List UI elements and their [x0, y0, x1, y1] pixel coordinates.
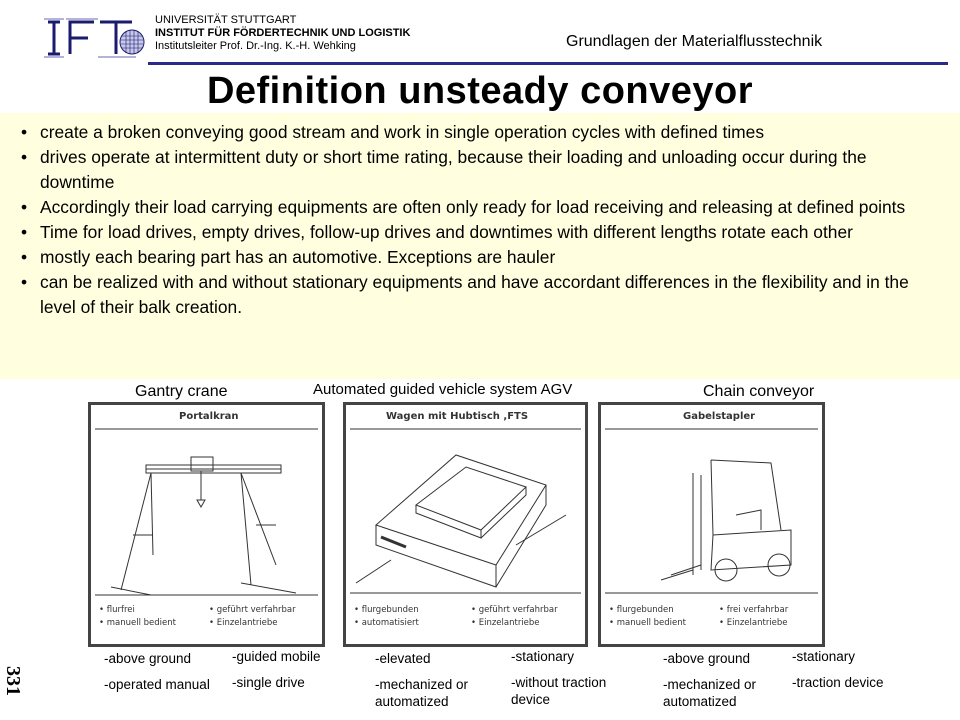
- notes-agv-left: -elevated -mechanized or automatized: [375, 651, 469, 709]
- bullet-icon: •: [21, 197, 28, 217]
- panel-title: Wagen mit Hubtisch ,FTS: [386, 411, 529, 422]
- feature-list-right: • geführt verfahrbar • Einzelantriebe: [471, 605, 558, 628]
- bullet-icon: •: [21, 247, 28, 267]
- institute-name: INSTITUT FÜR FÖRDERTECHNIK UND LOGISTIK: [155, 27, 411, 39]
- bullet-icon: •: [21, 272, 28, 292]
- caption-agv: Automated guided vehicle system AGV: [313, 381, 573, 398]
- bullet-item: • Accordingly their load carrying equipments are often only ready for load receiving and releasing at defined points: [0, 195, 960, 220]
- feature-list-right: • frei verfahrbar • Einzelantriebe: [719, 605, 789, 628]
- caption-chain-conveyor: Chain conveyor: [703, 383, 815, 400]
- feature-list-left: • flurfrei • manuell bedient: [99, 605, 176, 628]
- bullet-list: [0, 113, 960, 320]
- ift-logo: [40, 16, 148, 60]
- page-number: 331: [2, 666, 24, 696]
- course-title: Grundlagen der Materialflusstechnik: [566, 33, 823, 50]
- bullet-item: • create a broken conveying good stream and work in single operation cycles with defined times: [0, 120, 960, 145]
- notes-agv-right: -stationary -without traction device: [511, 649, 607, 707]
- bullet-icon: •: [21, 147, 28, 167]
- notes-chain-left: -above ground -mechanized or automatized: [663, 651, 757, 709]
- bullet-item: • Time for load drives, empty drives, follow-up drives and downtimes with different lengths rotate each other: [0, 220, 960, 245]
- gantry-crane-panel: [88, 402, 325, 647]
- definition-box: [0, 113, 960, 379]
- agv-panel: [343, 402, 588, 647]
- bullet-item: • can be realized with and without stationary equipments and have accordant differences in the flexibility and in the level of their balk creation.: [21, 272, 909, 317]
- notes-gantry-right: -guided mobile -single drive: [232, 649, 321, 690]
- notes-chain-right: -stationary -traction device: [792, 649, 884, 690]
- institute-head: Institutsleiter Prof. Dr.-Ing. K.-H. Wehking: [155, 40, 356, 52]
- panel-title: Gabelstapler: [683, 411, 756, 422]
- panel-title: Portalkran: [179, 411, 239, 422]
- caption-gantry-crane: Gantry crane: [135, 383, 228, 400]
- bullet-item: • mostly each bearing part has an automotive. Exceptions are hauler: [0, 245, 960, 270]
- institute-header: [155, 14, 410, 53]
- feature-list-left: • flurgebunden • manuell bedient: [609, 605, 686, 628]
- forklift-panel: [598, 402, 825, 647]
- bullet-icon: •: [21, 122, 28, 142]
- feature-list-left: • flurgebunden • automatisiert: [354, 605, 419, 628]
- bullet-item: • drives operate at intermittent duty or short time rating, because their loading and unloading occur during the downtime: [21, 147, 867, 192]
- notes-gantry-left: -above ground -operated manual: [104, 651, 210, 692]
- header-divider: [148, 62, 948, 65]
- bullet-icon: •: [21, 222, 28, 242]
- slide-title: Definition unsteady conveyor: [206, 70, 754, 112]
- university-name: UNIVERSITÄT STUTTGART: [155, 14, 297, 26]
- feature-list-right: • geführt verfahrbar • Einzelantriebe: [209, 605, 296, 628]
